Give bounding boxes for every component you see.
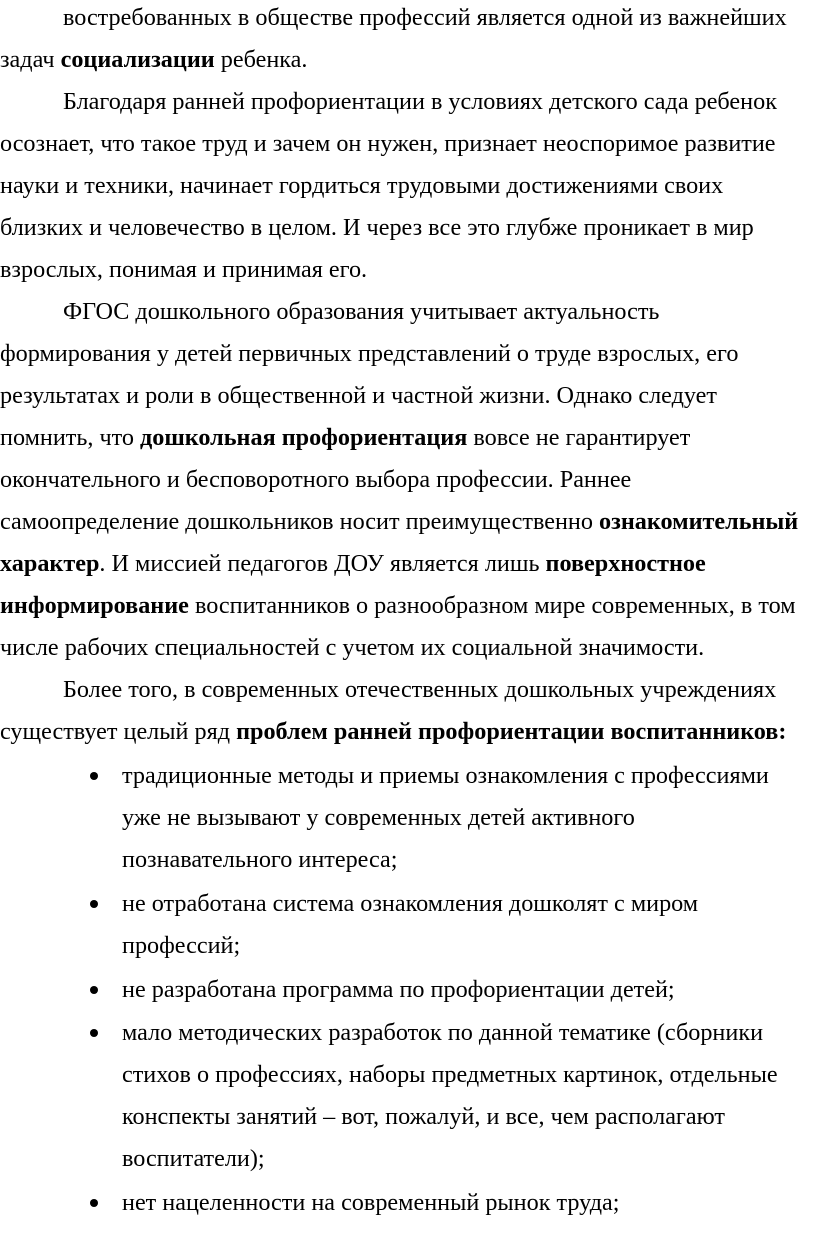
text-span: самоопределение дошкольников носит преимущественно	[0, 508, 599, 535]
bullet-4-line-4: воспитатели);	[122, 1145, 265, 1172]
bullet-dot-icon	[90, 772, 98, 780]
paragraph-1-line-1: востребованных в обществе профессий является одной из важнейших	[63, 4, 787, 31]
text-span: ребенка.	[214, 46, 308, 73]
bullet-2-line-2: профессий;	[122, 932, 241, 959]
text-span: помнить, что	[0, 424, 141, 451]
paragraph-1-line-2	[0, 46, 307, 74]
bullet-2-line-1: не отработана система ознакомления дошколят с миром	[122, 890, 699, 917]
paragraph-4-line-1: Более того, в современных отечественных дошкольных учреждениях	[63, 676, 777, 703]
paragraph-2-line-2: осознает, что такое труд и зачем он нужен, признает неоспоримое развитие	[0, 130, 776, 157]
bold-term-problems: проблем ранней профориентации воспитанников:	[236, 718, 787, 745]
paragraph-2-line-3: науки и техники, начинает гордиться трудовыми достижениями своих	[0, 172, 724, 199]
bold-term-informing: информирование	[0, 592, 189, 619]
bullet-dot-icon	[90, 1199, 98, 1207]
paragraph-3-line-9: числе рабочих специальностей с учетом их социальной значимости.	[0, 634, 705, 661]
text-span: вовсе не гарантирует	[467, 424, 691, 451]
bullet-dot-icon	[90, 986, 98, 994]
paragraph-2-line-4: близких и человечество в целом. И через все это глубже проникает в мир	[0, 214, 754, 241]
bullet-1-line-1: традиционные методы и приемы ознакомления с профессиями	[122, 762, 769, 789]
bullet-4-line-3: конспекты занятий – вот, пожалуй, и все, чем располагают	[122, 1103, 725, 1130]
bold-term-socialization: социализации	[60, 46, 215, 73]
text-span: воспитанников о разнообразном мире современных, в том	[188, 592, 796, 619]
text-span: . И миссией педагогов ДОУ является лишь	[99, 550, 546, 577]
bold-term-superficial: поверхностное	[545, 550, 706, 577]
bullet-dot-icon	[90, 900, 98, 908]
bold-term-preschool-career-guidance: дошкольная профориентация	[140, 424, 468, 451]
paragraph-4-line-2	[0, 718, 786, 746]
paragraph-3-line-7	[0, 550, 706, 578]
bullet-4-line-2: стихов о профессиях, наборы предметных картинок, отдельные	[122, 1061, 778, 1088]
bullet-1-line-2: уже не вызывают у современных детей активного	[122, 804, 635, 831]
paragraph-3-line-2: формирования у детей первичных представлений о труде взрослых, его	[0, 340, 739, 367]
bullet-1-line-3: познавательного интереса;	[122, 846, 398, 873]
paragraph-3-line-3: результатах и роли в общественной и частной жизни. Однако следует	[0, 382, 717, 409]
text-span: существует целый ряд	[0, 718, 237, 745]
paragraph-2-line-5: взрослых, понимая и принимая его.	[0, 256, 368, 283]
bullet-3-line-1: не разработана программа по профориентации детей;	[122, 976, 675, 1003]
paragraph-3-line-4	[0, 424, 690, 452]
paragraph-3-line-1: ФГОС дошкольного образования учитывает актуальность	[63, 298, 660, 325]
bullet-dot-icon	[90, 1029, 98, 1037]
paragraph-3-line-8	[0, 592, 796, 620]
text-span: задач	[0, 46, 61, 73]
bold-term-character: характер	[0, 550, 100, 577]
paragraph-3-line-5: окончательного и бесповоротного выбора профессии. Раннее	[0, 466, 632, 493]
bold-term-introductory: ознакомительный	[599, 508, 799, 535]
bullet-4-line-1: мало методических разработок по данной тематике (сборники	[122, 1019, 764, 1046]
paragraph-2-line-1: Благодаря ранней профориентации в условиях детского сада ребенок	[63, 88, 777, 115]
paragraph-3-line-6	[0, 508, 798, 536]
bullet-5-line-1: нет нацеленности на современный рынок труда;	[122, 1189, 620, 1216]
